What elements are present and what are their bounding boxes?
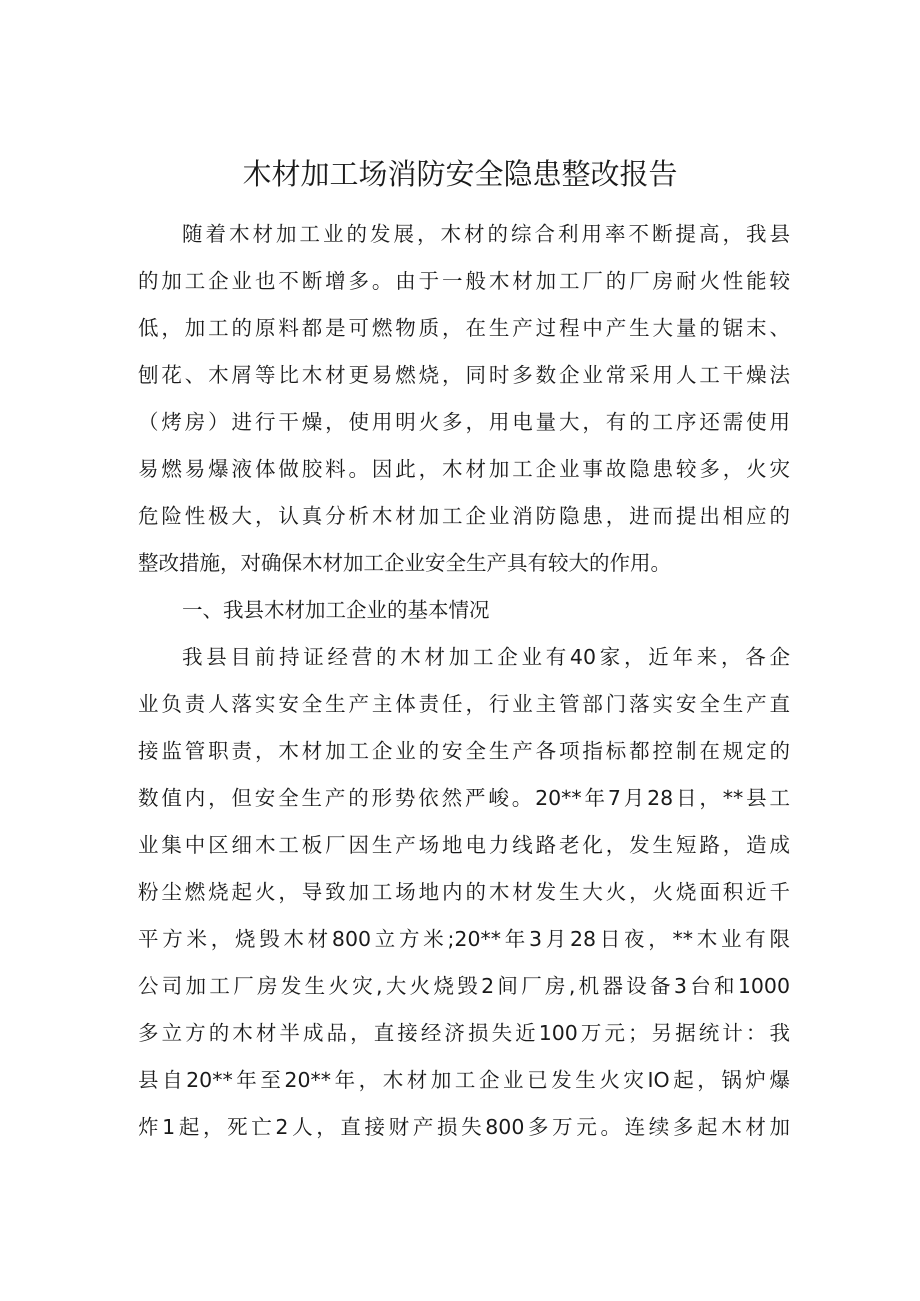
text-line: 多立方的木材半成品，直接经济损失近100万元；另据统计：我 (138, 1021, 790, 1045)
text-line: 业负责人落实安全生产主体责任，行业主管部门落实安全生产直 (138, 692, 790, 716)
text-line: 低，加工的原料都是可燃物质，在生产过程中产生大量的锯末、 (138, 316, 790, 340)
document-title: 木材加工场消防安全隐患整改报告 (242, 157, 678, 191)
text-line: 业集中区细木工板厂因生产场地电力线路老化，发生短路，造成 (138, 833, 790, 857)
text-line: 的加工企业也不断增多。由于一般木材加工厂的厂房耐火性能较 (138, 269, 790, 293)
text-line: 易燃易爆液体做胶料。因此，木材加工企业事故隐患较多，火灾 (138, 457, 790, 481)
text-line: （烤房）进行干燥，使用明火多，用电量大，有的工序还需使用 (138, 410, 790, 434)
text-line: 平方米，烧毁木材800立方米;20**年3月28日夜，**木业有限 (138, 927, 790, 951)
text-line: 炸1起，死亡2人，直接财产损失800多万元。连续多起木材加 (138, 1115, 790, 1139)
text-line: 公司加工厂房发生火灾,大火烧毁2间厂房,机器设备3台和1000 (138, 974, 790, 998)
text-line: 整改措施，对确保木材加工企业安全生产具有较大的作用。 (138, 551, 671, 575)
text-line: 随着木材加工业的发展，木材的综合利用率不断提高，我县 (182, 222, 790, 246)
text-line: 我县目前持证经营的木材加工企业有40家，近年来，各企 (182, 645, 790, 669)
text-line: 粉尘燃烧起火，导致加工场地内的木材发生大火，火烧面积近千 (138, 880, 790, 904)
text-line: 刨花、木屑等比木材更易燃烧，同时多数企业常采用人工干燥法 (138, 363, 790, 387)
section-paragraph (138, 634, 790, 1151)
text-line: 县自20**年至20**年，木材加工企业已发生火灾IO起，锅炉爆 (138, 1068, 790, 1092)
document-body (138, 211, 790, 1151)
intro-paragraph (138, 211, 790, 587)
text-line: 危险性极大，认真分析木材加工企业消防隐患，进而提出相应的 (138, 504, 790, 528)
text-line: 数值内，但安全生产的形势依然严峻。20**年7月28日，**县工 (138, 786, 790, 810)
text-line: 接监管职责，木材加工企业的安全生产各项指标都控制在规定的 (138, 739, 790, 763)
section-heading: 一、我县木材加工企业的基本情况 (182, 598, 490, 622)
